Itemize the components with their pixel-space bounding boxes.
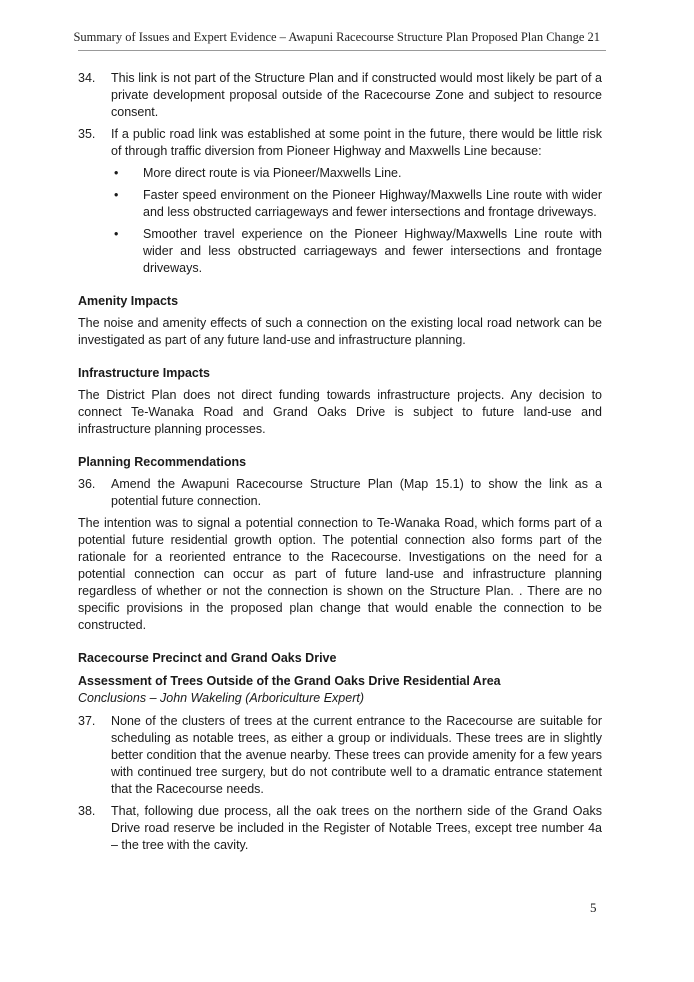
bullet-text: Smoother travel experience on the Pioneer Highway/Maxwells Line route with wider and less obstructed carriageways and fewer intersections and frontage driveways. — [143, 227, 602, 275]
document-body — [78, 70, 602, 859]
planning-text: The intention was to signal a potential connection to Te-Wanaka Road, which forms part of a potential future residential growth option. The potential connection also forms part of the rationale for a reoriented entrance to the Racecourse. Investigations on the need for a potential connection can occur as part of future land-use and infrastructure planning regardless of whether or not the connection is shown on the Structure Plan. . There are no specific provisions in the proposed plan change that would enable the connection to be constructed. — [78, 516, 602, 632]
conclusions-attribution: Conclusions – John Wakeling (Arboriculture Expert) — [78, 691, 365, 705]
heading-amenity-impacts: Amenity Impacts — [78, 294, 179, 308]
heading-planning-recommendations: Planning Recommendations — [78, 455, 247, 469]
amenity-text: The noise and amenity effects of such a connection on the existing local road network can be investigated as part of any future land-use and infrastructure planning. — [78, 316, 602, 347]
heading-infrastructure-impacts: Infrastructure Impacts — [78, 366, 210, 380]
running-header: Summary of Issues and Expert Evidence – Awapuni Racecourse Structure Plan Proposed Plan Change 21 — [73, 30, 600, 44]
bullet-item — [78, 187, 602, 221]
paragraph-number: 34. — [78, 71, 96, 85]
paragraph-number: 36. — [78, 477, 96, 491]
bullet-item — [78, 165, 602, 182]
bullet-text: More direct route is via Pioneer/Maxwells Line. — [143, 166, 402, 180]
bullet-list — [78, 165, 602, 277]
paragraph-text: This link is not part of the Structure Plan and if constructed would most likely be part of a private development proposal outside of the Racecourse Zone and subject to resource consent. — [111, 71, 602, 119]
paragraph-37 — [78, 713, 602, 798]
paragraph-34 — [78, 70, 602, 121]
paragraph-36 — [78, 476, 602, 510]
paragraph-number: 37. — [78, 714, 96, 728]
bullet-item — [78, 226, 602, 277]
paragraph-number: 35. — [78, 127, 96, 141]
paragraph-38 — [78, 803, 602, 854]
paragraph-number: 38. — [78, 804, 96, 818]
header-rule — [78, 50, 606, 51]
infrastructure-text: The District Plan does not direct funding towards infrastructure projects. Any decision to connect Te-Wanaka Road and Grand Oaks Drive is subject to future land-use and infrastructure planning processes. — [78, 388, 602, 436]
paragraph-35 — [78, 126, 602, 160]
heading-racecourse-precinct: Racecourse Precinct and Grand Oaks Drive — [78, 651, 337, 665]
bullet-text: Faster speed environment on the Pioneer Highway/Maxwells Line route with wider and less obstructed carriageways and fewer intersections and frontage driveways. — [143, 188, 602, 219]
paragraph-text: That, following due process, all the oak trees on the northern side of the Grand Oaks Drive road reserve be included in the Register of Notable Trees, except tree number 4a – the tree with the cavity. — [111, 804, 602, 852]
paragraph-text: Amend the Awapuni Racecourse Structure Plan (Map 15.1) to show the link as a potential future connection. — [111, 477, 602, 508]
bullet-icon: • — [114, 188, 119, 202]
bullet-icon: • — [114, 227, 119, 241]
page-number: 5 — [590, 900, 597, 915]
bullet-icon: • — [114, 166, 119, 180]
paragraph-text: None of the clusters of trees at the current entrance to the Racecourse are suitable for scheduling as notable trees, as either a group or individuals. These trees are in slightly better condition that the avenue nearby. These trees can provide amenity for a few years with continued tree surgery, but do not contribute well to a dramatic entrance statement that the Racecourse needs. — [111, 714, 602, 796]
paragraph-text: If a public road link was established at some point in the future, there would be little risk of through traffic diversion from Pioneer Highway and Maxwells Line because: — [111, 127, 602, 158]
subheading-tree-assessment: Assessment of Trees Outside of the Grand Oaks Drive Residential Area — [78, 674, 501, 688]
